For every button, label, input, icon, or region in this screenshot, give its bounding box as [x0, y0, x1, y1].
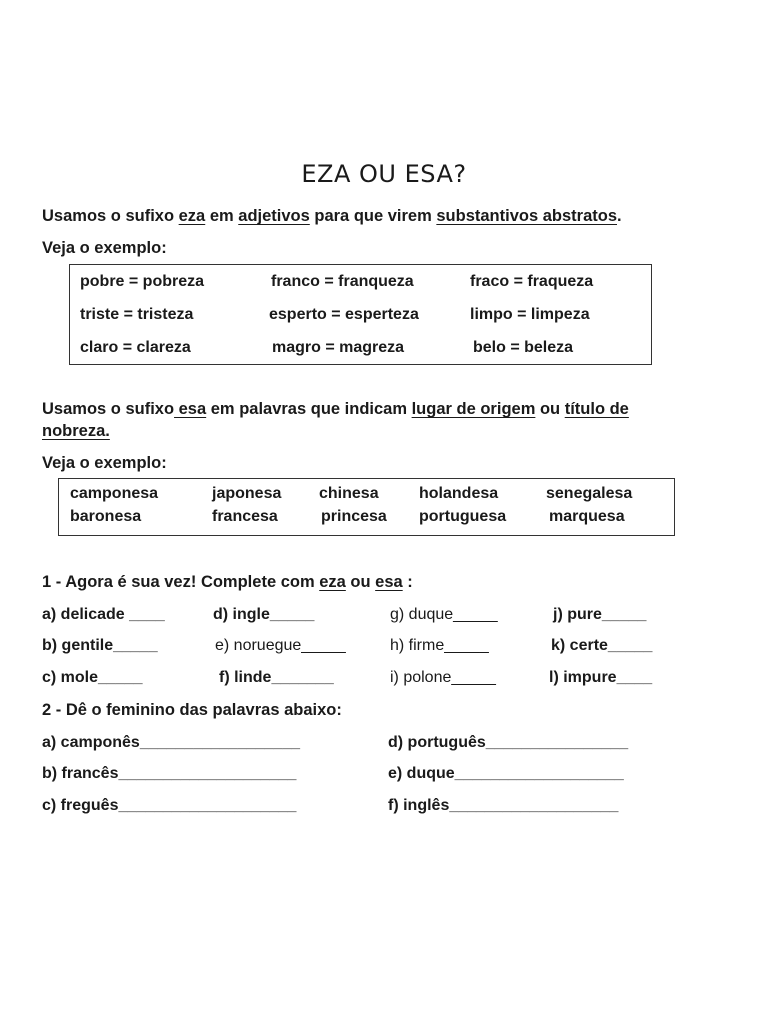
example-word: japonesa — [212, 485, 282, 502]
example-word: baronesa — [70, 508, 142, 525]
example-pair: triste = tristeza — [80, 306, 194, 323]
exercise-2-item[interactable]: c) freguês____________________ — [42, 797, 297, 814]
exercise-1-item[interactable]: a) delicade ____ — [42, 606, 165, 623]
exercise-1-item[interactable]: f) linde_______ — [219, 669, 334, 686]
example-word: francesa — [212, 508, 278, 525]
example-pair: magro = magreza — [272, 339, 405, 356]
exercise-1-part: ou — [345, 573, 376, 591]
example-word: chinesa — [319, 485, 379, 502]
esa-example-box — [58, 478, 675, 536]
exercise-1-keyword: eza — [319, 573, 346, 591]
exercise-1-item[interactable]: e) noruegue_____ — [215, 637, 346, 654]
intro-eza-keyword: eza — [178, 207, 206, 225]
intro-esa-part: Usamos o sufixo — [42, 400, 175, 418]
example-word: holandesa — [419, 485, 499, 502]
exercise-1-item[interactable]: j) pure_____ — [553, 606, 647, 623]
intro-eza-part: em — [205, 207, 239, 225]
example-word: camponesa — [70, 485, 159, 502]
exercise-2-item[interactable]: e) duque___________________ — [388, 765, 624, 782]
intro-esa-keyword: esa — [174, 400, 207, 418]
example-pair: claro = clareza — [80, 339, 191, 356]
exercise-1-item[interactable]: g) duque_____ — [390, 606, 498, 623]
exercise-1-item[interactable]: k) certe_____ — [551, 637, 653, 654]
example-pair: limpo = limpeza — [470, 306, 590, 323]
intro-esa-text-line2 — [42, 422, 110, 441]
intro-esa-part: ou — [535, 400, 565, 418]
exercise-1-item[interactable]: i) polone_____ — [390, 669, 496, 686]
intro-esa-keyword: título de — [564, 400, 629, 418]
eza-example-box — [69, 264, 652, 365]
exercise-2-item[interactable]: a) camponês__________________ — [42, 734, 300, 751]
intro-eza-part: Usamos o sufixo — [42, 207, 179, 225]
exercise-1-item[interactable]: d) ingle_____ — [213, 606, 315, 623]
example-pair: franco = franqueza — [271, 273, 414, 290]
intro-esa-part: em palavras que indicam — [206, 400, 412, 418]
exercise-1-part: 1 - Agora é sua vez! Complete com — [42, 573, 320, 591]
example-label-2: Veja o exemplo: — [42, 454, 167, 472]
exercise-2-item[interactable]: b) francês____________________ — [42, 765, 297, 782]
exercise-1-item[interactable]: c) mole_____ — [42, 669, 143, 686]
exercise-2-item[interactable]: d) português________________ — [388, 734, 629, 751]
intro-eza-keyword: substantivos abstratos — [436, 207, 617, 225]
intro-esa-keyword: nobreza. — [42, 422, 110, 440]
exercise-1-item[interactable]: b) gentile_____ — [42, 637, 158, 654]
example-word: marquesa — [549, 508, 625, 525]
example-word: portuguesa — [419, 508, 507, 525]
example-pair: pobre = pobreza — [80, 273, 205, 290]
exercise-1-keyword: esa — [375, 573, 403, 591]
exercise-1-part: : — [402, 573, 413, 591]
intro-eza-keyword: adjetivos — [238, 207, 310, 225]
example-pair: belo = beleza — [473, 339, 574, 356]
intro-esa-keyword: lugar de origem — [411, 400, 536, 418]
intro-eza-part: . — [617, 207, 622, 225]
intro-eza-part: para que virem — [309, 207, 437, 225]
intro-eza-text — [42, 207, 622, 226]
exercise-1-item[interactable]: h) firme_____ — [390, 637, 489, 654]
intro-esa-text — [42, 400, 629, 419]
example-label-1: Veja o exemplo: — [42, 239, 167, 257]
example-word: princesa — [321, 508, 387, 525]
example-word: senegalesa — [546, 485, 633, 502]
exercise-1-heading — [42, 573, 413, 592]
example-pair: esperto = esperteza — [269, 306, 419, 323]
exercise-2-item[interactable]: f) inglês___________________ — [388, 797, 619, 814]
page-title: EZA OU ESA? — [301, 160, 467, 188]
exercise-2-heading: 2 - Dê o feminino das palavras abaixo: — [42, 701, 342, 719]
example-pair: fraco = fraqueza — [470, 273, 594, 290]
exercise-1-item[interactable]: l) impure____ — [549, 669, 653, 686]
